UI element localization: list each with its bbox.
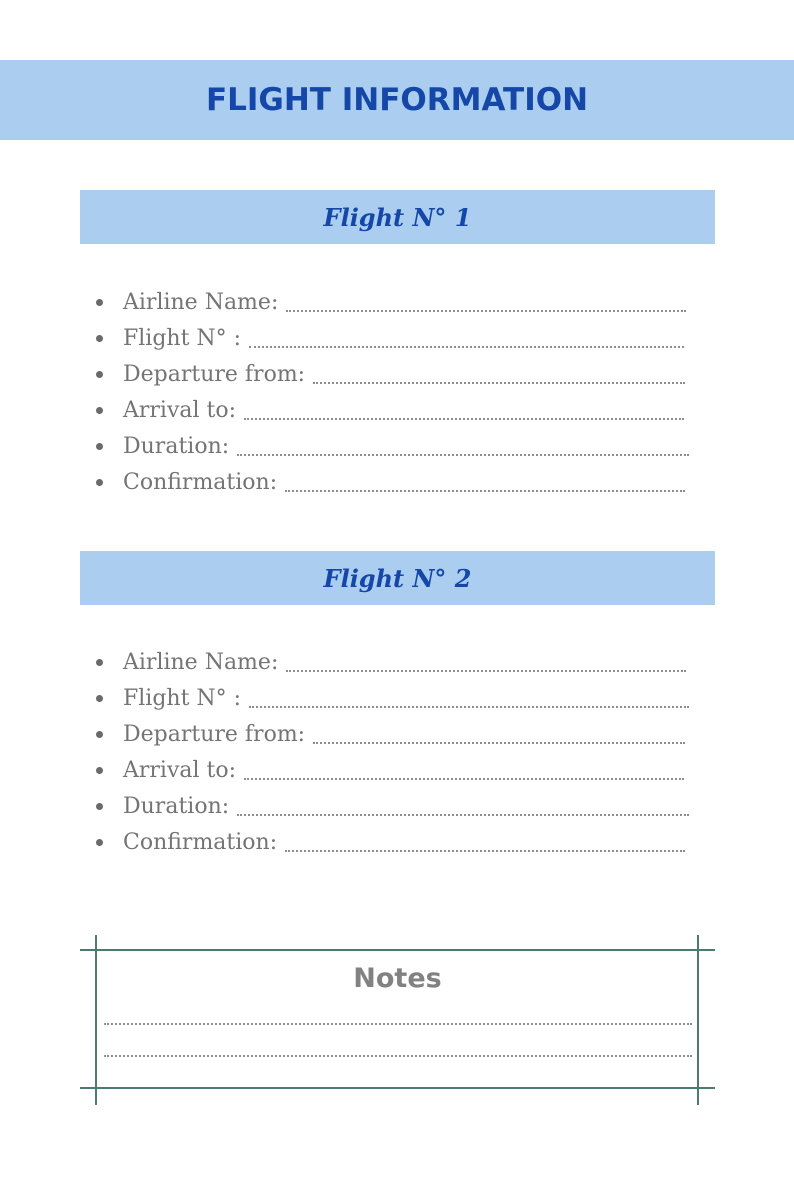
notes-line[interactable] [104,1055,692,1057]
field-duration [96,788,689,824]
bullet-icon [96,335,103,342]
field-label: Airline Name: [123,649,279,675]
notes-line[interactable] [104,1023,692,1025]
flight-1-field-list [96,284,689,500]
notes-frame-top [80,949,715,951]
flight-2-field-list [96,644,689,860]
fill-in-line[interactable] [249,706,689,708]
fill-in-line[interactable] [237,814,689,816]
field-label: Confirmation: [123,469,278,495]
bullet-icon [96,731,103,738]
notes-title: Notes [353,963,442,994]
section-header-flight-2 [80,551,715,605]
field-arrival-to [96,392,689,428]
fill-in-line[interactable] [237,454,689,456]
fill-in-line[interactable] [244,418,684,420]
field-airline-name [96,644,689,680]
bullet-icon [96,659,103,666]
field-label: Duration: [123,793,230,819]
fill-in-line[interactable] [286,670,686,672]
bullet-icon [96,767,103,774]
notes-box [80,935,715,1105]
field-label: Duration: [123,433,230,459]
field-label: Arrival to: [123,397,237,423]
field-airline-name [96,284,689,320]
field-label: Confirmation: [123,829,278,855]
fill-in-line[interactable] [285,490,685,492]
bullet-icon [96,803,103,810]
field-confirmation [96,824,689,860]
bullet-icon [96,479,103,486]
field-duration [96,428,689,464]
fill-in-line[interactable] [313,742,685,744]
field-departure-from [96,356,689,392]
field-label: Departure from: [123,361,306,387]
bullet-icon [96,443,103,450]
field-flight-number [96,320,689,356]
notes-frame-right [697,935,699,1105]
fill-in-line[interactable] [285,850,685,852]
field-label: Flight N° : [123,325,242,351]
field-confirmation [96,464,689,500]
bullet-icon [96,839,103,846]
fill-in-line[interactable] [244,778,684,780]
fill-in-line[interactable] [313,382,685,384]
page-title: FLIGHT INFORMATION [205,82,589,118]
title-band [0,60,794,140]
section-title: Flight N° 2 [323,563,472,593]
notes-frame-left [95,935,97,1105]
field-label: Departure from: [123,721,306,747]
notes-frame-bottom [80,1087,715,1089]
field-flight-number [96,680,689,716]
bullet-icon [96,371,103,378]
fill-in-line[interactable] [249,346,684,348]
section-header-flight-1 [80,190,715,244]
field-label: Flight N° : [123,685,242,711]
bullet-icon [96,695,103,702]
fill-in-line[interactable] [286,310,686,312]
field-arrival-to [96,752,689,788]
field-label: Arrival to: [123,757,237,783]
field-label: Airline Name: [123,289,279,315]
bullet-icon [96,407,103,414]
field-departure-from [96,716,689,752]
section-title: Flight N° 1 [323,202,472,232]
bullet-icon [96,299,103,306]
